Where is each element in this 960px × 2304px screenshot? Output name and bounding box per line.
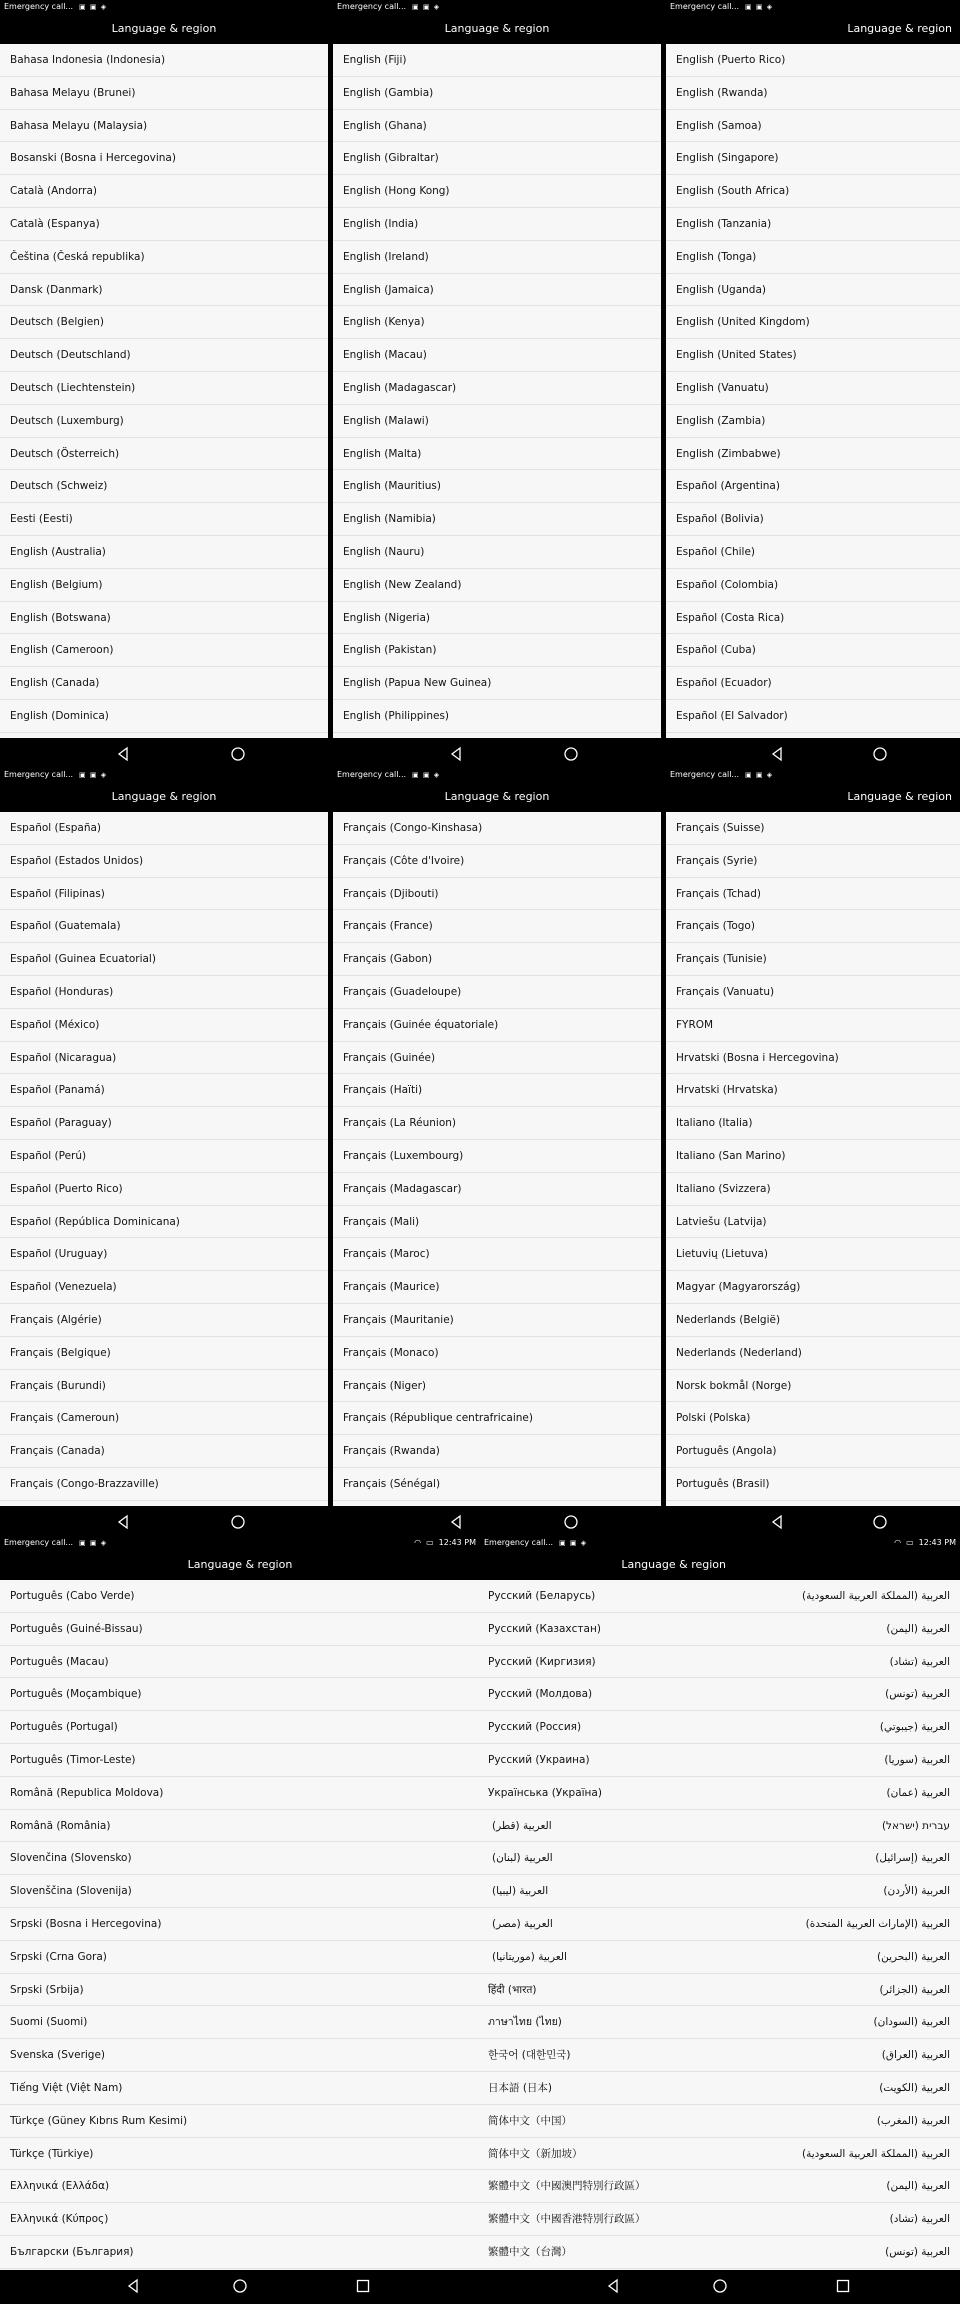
notification-icons (412, 768, 440, 782)
notification-icons (559, 1536, 587, 1550)
language-item[interactable]: Français (Syrie) (666, 845, 960, 878)
language-item[interactable]: Español (Guinea Ecuatorial) (0, 943, 328, 976)
back-icon[interactable] (605, 2278, 621, 2298)
language-item[interactable]: Deutsch (Deutschland) (0, 339, 328, 372)
clock: 12:43 PM (438, 1538, 476, 1547)
notification-icons (79, 1536, 107, 1550)
language-item[interactable]: Français (Belgique) (0, 1337, 328, 1370)
language-item[interactable]: Français (Guadeloupe) (333, 976, 661, 1009)
language-item[interactable]: English (Fiji) (333, 44, 661, 77)
language-item[interactable]: English (Vanuatu) (666, 372, 960, 405)
notification-icon: ▣ (745, 771, 753, 779)
language-item[interactable]: 繁體中文（台灣） (480, 2236, 714, 2269)
language-item[interactable]: Čeština (Česká republika) (0, 241, 328, 274)
image-icon: ▣ (89, 771, 98, 779)
language-item[interactable]: English (Nauru) (333, 536, 661, 569)
download-icon: ◈ (766, 3, 774, 11)
carrier-text: Emergency call... (4, 2, 74, 11)
language-item[interactable]: العربية (جيبوتي) (714, 1711, 960, 1744)
language-list (0, 1580, 480, 2269)
page-title: Language & region (666, 14, 960, 44)
home-icon[interactable] (230, 1514, 246, 1534)
language-item[interactable]: Lietuvių (Lietuva) (666, 1238, 960, 1271)
language-item[interactable]: Slovenčina (Slovensko) (0, 1842, 480, 1875)
language-item[interactable]: English (Madagascar) (333, 372, 661, 405)
status-right (894, 1536, 956, 1550)
language-item[interactable]: Português (Timor-Leste) (0, 1744, 480, 1777)
language-item[interactable]: Español (Cuba) (666, 634, 960, 667)
language-item[interactable]: العربية (عمان) (714, 1777, 960, 1810)
language-item[interactable]: Français (Vanuatu) (666, 976, 960, 1009)
language-item[interactable]: Português (Brasil) (666, 1468, 960, 1501)
language-item[interactable]: Español (España) (0, 812, 328, 845)
battery-icon: ▭ (906, 1538, 914, 1547)
language-item[interactable]: Italiano (San Marino) (666, 1140, 960, 1173)
language-item[interactable]: Français (La Réunion) (333, 1107, 661, 1140)
language-item[interactable]: Русский (Беларусь) (480, 1580, 714, 1613)
page-title: Language & region (0, 14, 328, 44)
navigation-bar (480, 2270, 960, 2304)
language-item[interactable]: Français (Djibouti) (333, 878, 661, 911)
status-bar (0, 0, 328, 14)
language-item[interactable]: Deutsch (Belgien) (0, 306, 328, 339)
language-item[interactable]: English (Uganda) (666, 274, 960, 307)
language-item[interactable]: Français (République centrafricaine) (333, 1402, 661, 1435)
language-item[interactable]: English (Zimbabwe) (666, 438, 960, 471)
language-item[interactable]: Español (Guatemala) (0, 910, 328, 943)
image-icon: ▣ (422, 771, 431, 779)
language-item[interactable]: Français (Cameroun) (0, 1402, 328, 1435)
language-item[interactable]: Português (Angola) (666, 1435, 960, 1468)
language-item[interactable]: English (Ghana) (333, 110, 661, 143)
home-icon[interactable] (563, 1514, 579, 1534)
language-item[interactable]: Srpski (Srbija) (0, 1974, 480, 2007)
language-item[interactable]: English (Cameroon) (0, 634, 328, 667)
language-item[interactable]: العربية (تونس) (714, 2236, 960, 2269)
carrier-text: Emergency call... (337, 770, 407, 779)
language-item[interactable]: हिंदी (भारत) (480, 1974, 714, 2007)
language-item[interactable]: Hrvatski (Bosna i Hercegovina) (666, 1042, 960, 1075)
home-icon[interactable] (712, 2278, 728, 2298)
language-item[interactable]: Français (Rwanda) (333, 1435, 661, 1468)
language-item[interactable]: Srpski (Bosna i Hercegovina) (0, 1908, 480, 1941)
language-item[interactable]: Català (Espanya) (0, 208, 328, 241)
back-icon[interactable] (769, 1514, 785, 1534)
carrier-text: Emergency call... (670, 2, 740, 11)
language-item[interactable]: Bosanski (Bosna i Hercegovina) (0, 142, 328, 175)
language-item[interactable]: English (New Zealand) (333, 569, 661, 602)
back-icon[interactable] (769, 746, 785, 766)
page-title: Language & region (333, 14, 661, 44)
language-item[interactable]: 한국어 (대한민국) (480, 2039, 714, 2072)
language-item[interactable]: Français (Niger) (333, 1370, 661, 1403)
language-item[interactable]: English (Malta) (333, 438, 661, 471)
language-item[interactable]: עברית (ישראל) (714, 1810, 960, 1843)
language-item[interactable]: Nederlands (Nederland) (666, 1337, 960, 1370)
language-item[interactable]: English (Singapore) (666, 142, 960, 175)
language-item[interactable]: Français (Gabon) (333, 943, 661, 976)
language-item[interactable]: Srpski (Crna Gora) (0, 1941, 480, 1974)
language-item[interactable]: English (Hong Kong) (333, 175, 661, 208)
language-item[interactable]: العربية (اليمن) (714, 1613, 960, 1646)
back-icon[interactable] (125, 2278, 141, 2298)
language-item[interactable]: Español (Colombia) (666, 569, 960, 602)
language-item[interactable]: Português (Macau) (0, 1646, 480, 1679)
wifi-icon: ◠ (894, 1538, 902, 1547)
navigation-bar (0, 1506, 328, 1540)
language-item[interactable]: Русский (Украина) (480, 1744, 714, 1777)
language-item[interactable]: Français (Sénégal) (333, 1468, 661, 1501)
language-list (333, 44, 661, 733)
notification-icons (745, 768, 773, 782)
language-item[interactable]: Français (Côte d'Ivoire) (333, 845, 661, 878)
language-item[interactable]: Ελληνικά (Κύπρος) (0, 2203, 480, 2236)
language-item[interactable]: English (Tonga) (666, 241, 960, 274)
home-icon[interactable] (230, 746, 246, 766)
language-item[interactable]: Español (Costa Rica) (666, 602, 960, 635)
language-item[interactable]: Français (Guinée équatoriale) (333, 1009, 661, 1042)
language-item[interactable]: Română (Republica Moldova) (0, 1777, 480, 1810)
settings-panel-p3 (666, 0, 960, 738)
download-icon: ◈ (433, 771, 441, 779)
status-bar (666, 0, 960, 14)
language-item[interactable]: English (Puerto Rico) (666, 44, 960, 77)
language-item[interactable]: العربية (مصر) (480, 1908, 714, 1941)
language-item[interactable]: English (Nigeria) (333, 602, 661, 635)
page-title: Language & region (480, 1550, 960, 1580)
language-item[interactable]: FYROM (666, 1009, 960, 1042)
language-item[interactable]: Italiano (Svizzera) (666, 1173, 960, 1206)
navigation-bar (333, 1506, 661, 1540)
language-item[interactable]: العربية (المملكة العربية السعودية) (714, 1580, 960, 1613)
carrier-text: Emergency call... (337, 2, 407, 11)
language-item[interactable]: Català (Andorra) (0, 175, 328, 208)
notification-icon: ▣ (79, 3, 87, 11)
image-icon: ▣ (755, 771, 764, 779)
settings-panel-p2 (333, 0, 661, 738)
language-item[interactable]: Русский (Молдова) (480, 1678, 714, 1711)
language-item[interactable]: العربية (الجزائر) (714, 1974, 960, 2007)
language-item[interactable]: Magyar (Magyarország) (666, 1271, 960, 1304)
notification-icons (79, 768, 107, 782)
language-item[interactable]: Español (Bolivia) (666, 503, 960, 536)
language-item[interactable]: Français (Tunisie) (666, 943, 960, 976)
language-item[interactable]: Українська (Україна) (480, 1777, 714, 1810)
language-list (666, 812, 960, 1501)
settings-panel-p4 (0, 768, 328, 1506)
image-icon: ▣ (569, 1539, 578, 1547)
language-item[interactable]: Español (República Dominicana) (0, 1206, 328, 1239)
language-list-rtl (714, 1580, 960, 2269)
language-item[interactable]: Français (Madagascar) (333, 1173, 661, 1206)
language-list (0, 44, 328, 733)
carrier-text: Emergency call... (4, 1538, 74, 1547)
language-item[interactable]: Slovenščina (Slovenija) (0, 1875, 480, 1908)
language-item[interactable]: English (Tanzania) (666, 208, 960, 241)
image-icon: ▣ (89, 3, 98, 11)
page-title: Language & region (666, 782, 960, 812)
notification-icons (745, 0, 773, 14)
language-item[interactable]: English (Zambia) (666, 405, 960, 438)
language-item[interactable]: English (Mauritius) (333, 470, 661, 503)
language-item[interactable]: English (Namibia) (333, 503, 661, 536)
notification-icons (79, 0, 107, 14)
language-item[interactable]: العربية (العراق) (714, 2039, 960, 2072)
language-item[interactable]: English (Dominica) (0, 700, 328, 733)
language-item[interactable]: Español (Puerto Rico) (0, 1173, 328, 1206)
language-item[interactable]: Français (Mauritanie) (333, 1304, 661, 1337)
language-item[interactable]: 繁體中文（中國香港特別行政區） (480, 2203, 714, 2236)
language-item[interactable]: Polski (Polska) (666, 1402, 960, 1435)
language-item[interactable]: Français (Mali) (333, 1206, 661, 1239)
language-item[interactable]: العربية (ليبيا) (480, 1875, 714, 1908)
download-icon: ◈ (580, 1539, 588, 1547)
download-icon: ◈ (100, 771, 108, 779)
language-item[interactable]: English (Gibraltar) (333, 142, 661, 175)
language-item[interactable]: Português (Portugal) (0, 1711, 480, 1744)
language-item[interactable]: English (Jamaica) (333, 274, 661, 307)
settings-panel-p7 (0, 1536, 480, 2270)
language-item[interactable]: English (Rwanda) (666, 77, 960, 110)
recent-apps-icon[interactable] (355, 2278, 371, 2298)
language-item[interactable]: English (United States) (666, 339, 960, 372)
language-list (333, 812, 661, 1501)
language-item[interactable]: العربية (قطر) (480, 1810, 714, 1843)
language-item[interactable]: Español (Chile) (666, 536, 960, 569)
language-item[interactable]: Français (Algérie) (0, 1304, 328, 1337)
language-item[interactable]: Français (Togo) (666, 910, 960, 943)
language-item[interactable]: Français (France) (333, 910, 661, 943)
language-list (0, 812, 328, 1501)
language-item[interactable]: Русский (Казахстан) (480, 1613, 714, 1646)
language-item[interactable]: Tiếng Việt (Việt Nam) (0, 2072, 480, 2105)
language-item[interactable]: العربية (موريتانيا) (480, 1941, 714, 1974)
language-item[interactable]: Español (México) (0, 1009, 328, 1042)
language-item[interactable]: Español (El Salvador) (666, 700, 960, 733)
language-item[interactable]: Français (Burundi) (0, 1370, 328, 1403)
language-item[interactable]: English (Botswana) (0, 602, 328, 635)
language-item[interactable]: Български (България) (0, 2236, 480, 2269)
page-title: Language & region (333, 782, 661, 812)
notification-icon: ▣ (745, 3, 753, 11)
language-item[interactable]: Français (Guinée) (333, 1042, 661, 1075)
language-item[interactable]: Nederlands (België) (666, 1304, 960, 1337)
status-bar (333, 0, 661, 14)
language-item[interactable]: Français (Congo-Kinshasa) (333, 812, 661, 845)
notification-icon: ▣ (412, 3, 420, 11)
language-item[interactable]: 日本語 (日本) (480, 2072, 714, 2105)
status-bar (333, 768, 661, 782)
page-title: Language & region (0, 782, 328, 812)
language-item[interactable]: English (Canada) (0, 667, 328, 700)
language-item[interactable]: العربية (البحرين) (714, 1941, 960, 1974)
download-icon: ◈ (100, 3, 108, 11)
language-item[interactable]: Français (Congo-Brazzaville) (0, 1468, 328, 1501)
language-item[interactable]: Română (România) (0, 1810, 480, 1843)
settings-panel-p5 (333, 768, 661, 1506)
language-list (666, 44, 960, 733)
download-icon: ◈ (433, 3, 441, 11)
image-icon: ▣ (422, 3, 431, 11)
language-item[interactable]: Português (Guiné-Bissau) (0, 1613, 480, 1646)
language-item[interactable]: العربية (لبنان) (480, 1842, 714, 1875)
language-item[interactable]: Русский (Киргизия) (480, 1646, 714, 1679)
language-item[interactable]: Português (Cabo Verde) (0, 1580, 480, 1613)
navigation-bar (0, 2270, 480, 2304)
download-icon: ◈ (100, 1539, 108, 1547)
language-item[interactable]: Deutsch (Liechtenstein) (0, 372, 328, 405)
back-icon[interactable] (115, 1514, 131, 1534)
home-icon[interactable] (872, 1514, 888, 1534)
carrier-text: Emergency call... (4, 770, 74, 779)
language-item[interactable]: Latviešu (Latvija) (666, 1206, 960, 1239)
language-item[interactable]: English (India) (333, 208, 661, 241)
language-item[interactable]: العربية (المغرب) (714, 2105, 960, 2138)
notification-icon: ▣ (412, 771, 420, 779)
back-icon[interactable] (115, 746, 131, 766)
language-item[interactable]: Español (Uruguay) (0, 1238, 328, 1271)
back-icon[interactable] (448, 1514, 464, 1534)
settings-panel-p6 (666, 768, 960, 1506)
carrier-text: Emergency call... (670, 770, 740, 779)
language-item[interactable]: Español (Filipinas) (0, 878, 328, 911)
language-item[interactable]: English (Belgium) (0, 569, 328, 602)
image-icon: ▣ (755, 3, 764, 11)
navigation-bar (333, 738, 661, 772)
language-item[interactable]: Bahasa Indonesia (Indonesia) (0, 44, 328, 77)
home-icon[interactable] (872, 746, 888, 766)
image-icon: ▣ (89, 1539, 98, 1547)
language-item[interactable]: Français (Maurice) (333, 1271, 661, 1304)
language-item[interactable]: العربية (تشاد) (714, 1646, 960, 1679)
carrier-text: Emergency call... (484, 1538, 554, 1547)
language-item[interactable]: Türkçe (Türkiye) (0, 2138, 480, 2171)
language-item[interactable]: Deutsch (Luxemburg) (0, 405, 328, 438)
language-item[interactable]: English (Ireland) (333, 241, 661, 274)
language-item[interactable]: English (Samoa) (666, 110, 960, 143)
language-item[interactable]: English (Philippines) (333, 700, 661, 733)
language-item[interactable]: English (Macau) (333, 339, 661, 372)
language-item[interactable]: Français (Tchad) (666, 878, 960, 911)
language-item[interactable]: Eesti (Eesti) (0, 503, 328, 536)
language-item[interactable]: Español (Panamá) (0, 1074, 328, 1107)
language-item[interactable]: Bahasa Melayu (Brunei) (0, 77, 328, 110)
language-item[interactable]: 繁體中文（中國澳門特別行政區） (480, 2170, 714, 2203)
language-item[interactable]: العربية (سوريا) (714, 1744, 960, 1777)
language-item[interactable]: Deutsch (Schweiz) (0, 470, 328, 503)
language-item[interactable]: Hrvatski (Hrvatska) (666, 1074, 960, 1107)
language-item[interactable]: العربية (المملكة العربية السعودية) (714, 2138, 960, 2171)
language-item[interactable]: English (Australia) (0, 536, 328, 569)
language-item[interactable]: Español (Perú) (0, 1140, 328, 1173)
language-item[interactable]: العربية (الأردن) (714, 1875, 960, 1908)
language-item[interactable]: ภาษาไทย (ไทย) (480, 2006, 714, 2039)
language-item[interactable]: Français (Haïti) (333, 1074, 661, 1107)
language-item[interactable]: Dansk (Danmark) (0, 274, 328, 307)
notification-icons (412, 0, 440, 14)
language-item[interactable]: Ελληνικά (Ελλάδα) (0, 2170, 480, 2203)
status-bar (666, 768, 960, 782)
settings-panel-p1 (0, 0, 328, 738)
status-right (414, 1536, 476, 1550)
language-item[interactable]: Español (Honduras) (0, 976, 328, 1009)
home-icon[interactable] (563, 746, 579, 766)
language-item[interactable]: Français (Monaco) (333, 1337, 661, 1370)
language-item[interactable]: العربية (الإمارات العربية المتحدة) (714, 1908, 960, 1941)
notification-icon: ▣ (79, 771, 87, 779)
battery-icon: ▭ (426, 1538, 434, 1547)
settings-panel-p8 (480, 1536, 960, 2270)
language-item[interactable]: 简体中文（中国） (480, 2105, 714, 2138)
language-item[interactable]: Türkçe (Güney Kıbrıs Rum Kesimi) (0, 2105, 480, 2138)
language-item[interactable]: English (Pakistan) (333, 634, 661, 667)
language-item[interactable]: Bahasa Melayu (Malaysia) (0, 110, 328, 143)
language-item[interactable]: Français (Suisse) (666, 812, 960, 845)
language-item[interactable]: العربية (الكويت) (714, 2072, 960, 2105)
status-bar (0, 768, 328, 782)
language-item[interactable]: Español (Argentina) (666, 470, 960, 503)
language-item[interactable]: 简体中文（新加坡） (480, 2138, 714, 2171)
language-item[interactable]: العربية (اليمن) (714, 2170, 960, 2203)
navigation-bar (666, 738, 960, 772)
language-item[interactable]: Suomi (Suomi) (0, 2006, 480, 2039)
language-item[interactable]: English (Papua New Guinea) (333, 667, 661, 700)
notification-icon: ▣ (559, 1539, 567, 1547)
language-item[interactable]: Español (Ecuador) (666, 667, 960, 700)
language-item[interactable]: Русский (Россия) (480, 1711, 714, 1744)
language-item[interactable]: العربية (السودان) (714, 2006, 960, 2039)
status-bar (480, 1536, 960, 1550)
language-item[interactable]: English (South Africa) (666, 175, 960, 208)
wifi-icon: ◠ (414, 1538, 422, 1547)
status-bar (0, 1536, 480, 1550)
navigation-bar (666, 1506, 960, 1540)
back-icon[interactable] (448, 746, 464, 766)
language-item[interactable]: Español (Nicaragua) (0, 1042, 328, 1075)
language-item[interactable]: English (Gambia) (333, 77, 661, 110)
navigation-bar (0, 738, 328, 772)
download-icon: ◈ (766, 771, 774, 779)
language-item[interactable]: English (United Kingdom) (666, 306, 960, 339)
language-item[interactable]: Español (Estados Unidos) (0, 845, 328, 878)
language-item[interactable]: Español (Venezuela) (0, 1271, 328, 1304)
language-item[interactable]: Italiano (Italia) (666, 1107, 960, 1140)
language-item[interactable]: English (Malawi) (333, 405, 661, 438)
language-item[interactable]: Español (Paraguay) (0, 1107, 328, 1140)
language-item[interactable]: العربية (تشاد) (714, 2203, 960, 2236)
clock: 12:43 PM (918, 1538, 956, 1547)
language-item[interactable]: Svenska (Sverige) (0, 2039, 480, 2072)
language-item[interactable]: Français (Canada) (0, 1435, 328, 1468)
language-item[interactable]: Français (Luxembourg) (333, 1140, 661, 1173)
language-item[interactable]: English (Kenya) (333, 306, 661, 339)
page-title: Language & region (0, 1550, 480, 1580)
home-icon[interactable] (232, 2278, 248, 2298)
language-item[interactable]: العربية (إسرائيل) (714, 1842, 960, 1875)
recent-apps-icon[interactable] (835, 2278, 851, 2298)
language-item[interactable]: Português (Moçambique) (0, 1678, 480, 1711)
language-item[interactable]: Français (Maroc) (333, 1238, 661, 1271)
language-item[interactable]: Norsk bokmål (Norge) (666, 1370, 960, 1403)
notification-icon: ▣ (79, 1539, 87, 1547)
language-item[interactable]: العربية (تونس) (714, 1678, 960, 1711)
language-item[interactable]: Deutsch (Österreich) (0, 438, 328, 471)
